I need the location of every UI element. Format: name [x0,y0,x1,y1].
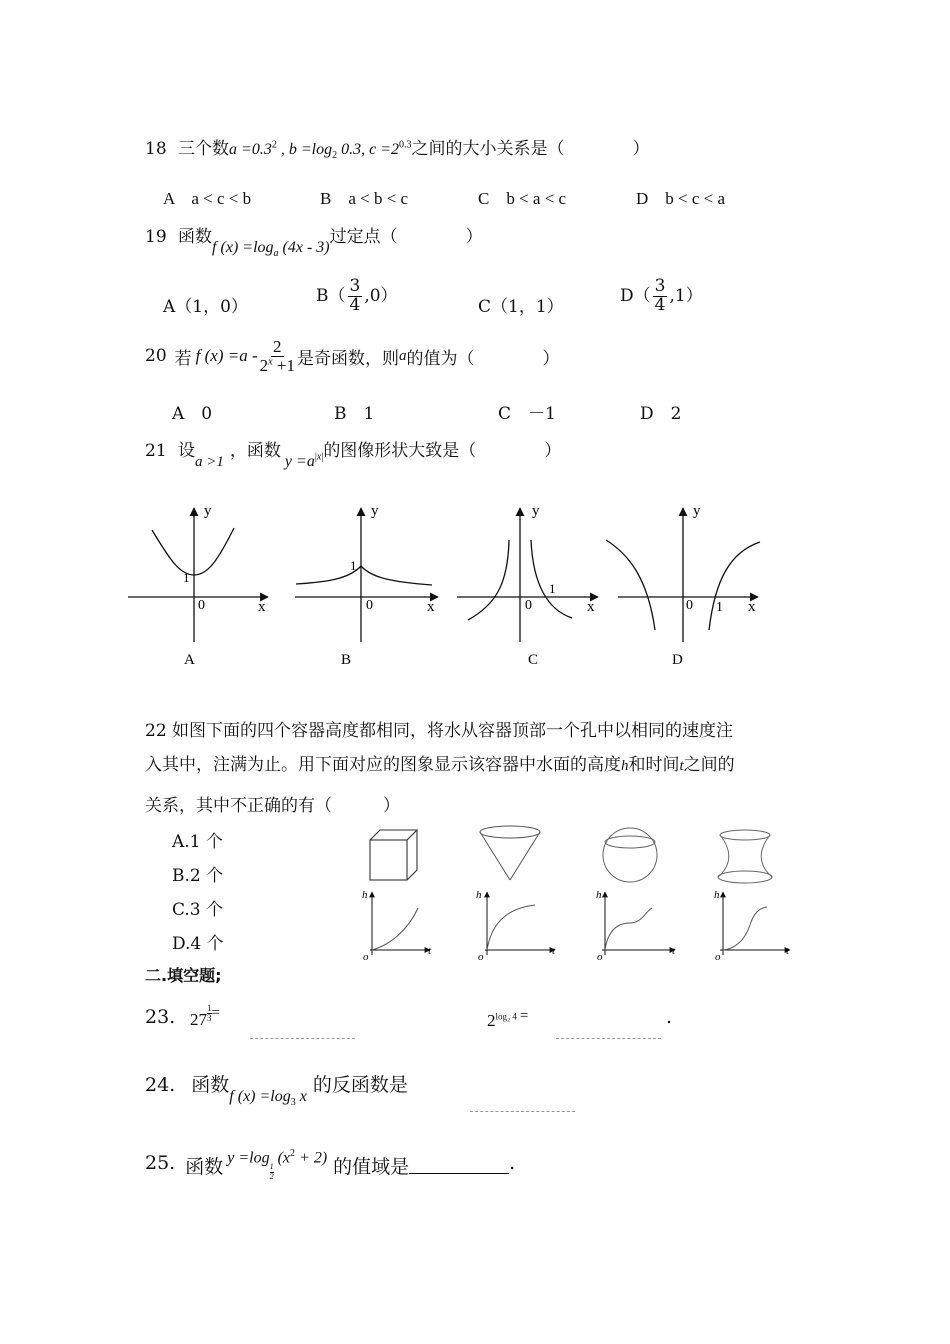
q22-line1: 22 如图下面的四个容器高度都相同，将水从容器顶部一个孔中以相同的速度注 [145,721,734,741]
q23-expr1 [190,1003,220,1030]
q25-number: 25. [145,1152,176,1174]
q22-option-d: D.4 个 [172,934,224,954]
q19-number: 19 [145,227,167,247]
q24-suffix: 的反函数是 [312,1074,408,1096]
q21-graphs [0,490,950,680]
graph-c-y-label: y [532,503,540,519]
q19-prefix: 函数 [178,227,213,247]
graph-b-y-label: y [371,503,379,519]
q22-figures [340,820,810,970]
q23-expr2 [487,1008,529,1031]
graph-d-letter: D [672,652,683,668]
frac-denominator: $2^x +1$ [259,355,295,375]
graph-b-letter: B [341,652,352,668]
q24-blank[interactable] [470,1100,575,1119]
q20-suffix2: 的值为（ ） [406,348,560,369]
q22-line3: 关系，其中不正确的有（ ） [145,796,400,816]
q23-number: 23. [145,1006,176,1028]
q24-prefix: 函数 [191,1074,230,1096]
q25-end: . [509,1152,516,1174]
q23-expr1-exponent [207,1004,212,1023]
q21-condition: a >1 [195,454,224,470]
q22-graph-4 [720,892,790,955]
vase-icon [718,830,772,883]
section-heading: 二.填空题; [145,966,222,985]
q22-graph-3-o: o [597,951,603,963]
q23-end: . [666,1006,673,1028]
q22-graph-3 [602,892,675,955]
q22-graph-4-t: t [786,945,790,957]
graph-b [295,508,438,642]
q19-option-a: A（1，0） [163,297,248,317]
q23-blank-1[interactable] [250,1027,355,1046]
q22-option-c: C.3 个 [172,900,224,920]
graph-d-x-label: x [748,599,756,615]
q18-prefix: 三个数 [178,139,230,159]
q25 [145,1148,516,1181]
graph-b-origin: 0 [366,598,373,613]
q23-expr2-eq: = [519,1008,529,1024]
frac-denominator: 4 [349,294,361,315]
q22-h: h [621,758,629,774]
q19-option-b-prefix: B（ [316,285,346,306]
q18-formula: $a =0.3^2$ , $b =\log_2$ 0.3, $c =2^{0.3}$ [229,139,412,162]
q22-graph-2-t: t [552,945,556,957]
q20 [145,338,559,375]
q25-log-base [270,1163,274,1182]
q22-graph-1-h: h [362,889,368,901]
graph-b-mark: 1 [350,558,357,573]
q18-number: 18 [145,139,167,159]
q18-option-b: B a < b < c [320,189,409,208]
sphere-icon [603,828,657,882]
q19-formula: f $(x) =\log_a$ (4x - 3) [212,239,330,260]
frac-denominator: 4 [654,294,666,315]
q22-line2a: 入其中，注满为止。用下面对应的图象显示该容器中水面的高度 [145,755,621,775]
graph-d-mark: 1 [716,600,723,615]
graph-a [128,508,268,642]
q22-line2 [145,750,735,775]
q21-formula: $y =a^{|x|}$ [284,451,324,470]
q19-option-c: C（1，1） [478,297,564,317]
q23-blank-2[interactable] [556,1027,661,1046]
graph-d [606,508,760,642]
q20-suffix: 是奇函数，则 [296,348,399,369]
q20-fraction [260,338,295,375]
q23-expr2-exponent: log₂ 4 [495,1011,517,1022]
q20-option-d: D 2 [640,404,682,424]
q22-graph-4-h: h [714,889,720,901]
q20-formula-left: f (x) =a - [195,346,258,366]
q20-prefix: 若 [174,348,192,369]
q19-option-b-tail: ,0） [364,285,398,306]
q20-option-c: C －1 [498,404,556,424]
cube-icon [370,830,417,880]
graph-d-y-label: y [693,503,701,519]
q20-option-a: A 0 [172,404,213,424]
q19-option-b-fraction [348,278,363,315]
q19-option-d-prefix: D（ [620,285,651,306]
q24-formula: f (x) =log3 x [229,1088,307,1109]
q22-line2c: 之间的 [683,755,735,775]
q19-option-b [316,278,398,315]
frac-numerator: 3 [654,276,666,296]
q22-graph-1-o: o [363,951,369,963]
q22-option-a: A.1 个 [172,832,223,852]
q21-suffix: 的图像形状大致是（ ） [323,441,562,461]
q19-option-d-tail: ,1） [669,285,703,306]
exp-denominator: 3 [207,1013,212,1023]
q22-t: t [679,758,684,774]
graph-a-origin: 0 [198,598,205,613]
graph-d-origin: 0 [686,598,693,613]
q25-blank[interactable] [409,1172,509,1174]
q22-graph-1 [370,892,430,955]
q25-suffix: 的值域是 [333,1156,410,1178]
q22-graph-4-o: o [715,951,721,963]
q19-suffix: 过定点（ ） [329,227,483,247]
base-denominator: 2 [269,1171,274,1181]
q20-option-b: B 1 [334,404,375,424]
graph-c-x-label: x [587,599,595,615]
q23-expr2-base: 2 [487,1011,496,1030]
q21 [145,436,562,470]
q22-option-b: B.2 个 [172,866,224,886]
q22-line2b: 和时间 [628,755,680,775]
cone-icon [480,826,540,880]
q21-mid: ，函数 [229,441,281,461]
q21-number: 21 [145,441,167,461]
q20-number: 20 [145,346,167,367]
graph-c-letter: C [528,652,539,668]
base-numerator: 1 [269,1161,274,1171]
graph-a-x-label: x [258,599,266,615]
graph-c-mark: 1 [549,581,556,596]
q18-option-d: D b < c < a [636,189,726,208]
q24-number: 24. [145,1074,176,1096]
q22-graph-2-h: h [476,889,482,901]
graph-c-origin: 0 [525,598,532,613]
q22-graph-1-t: t [428,945,432,957]
q18-option-c: C b < a < c [478,189,567,208]
q23-expr1-base: 27 [190,1010,207,1029]
q25-formula: y =log $\frac{1}{2}$ $(x^2 + 2)$ [227,1148,328,1181]
q18 [145,134,650,161]
q23-expr1-eq: = [211,1005,220,1021]
graph-a-y-label: y [204,503,212,519]
q19 [145,222,483,260]
graph-c [457,508,598,642]
frac-numerator: 3 [349,276,361,296]
q19-option-d [620,278,703,315]
q18-suffix: 之间的大小关系是（ ） [411,139,650,159]
q19-option-d-fraction [653,278,668,315]
graph-a-letter: A [184,652,195,668]
q20-var: a [398,347,407,364]
graph-a-mark: 1 [183,570,190,585]
q21-prefix: 设 [178,441,196,461]
graph-b-x-label: x [427,599,435,615]
frac-numerator: 2 [273,337,282,356]
exp-numerator: 1 [207,1003,212,1013]
q18-option-a: A a < c < b [163,189,252,208]
q22-graph-2 [485,892,555,955]
q22-graph-2-o: o [478,951,484,963]
q22-graph-3-h: h [596,889,602,901]
q25-prefix: 函数 [185,1156,224,1178]
q24 [145,1070,408,1109]
q22-graph-3-t: t [672,945,676,957]
